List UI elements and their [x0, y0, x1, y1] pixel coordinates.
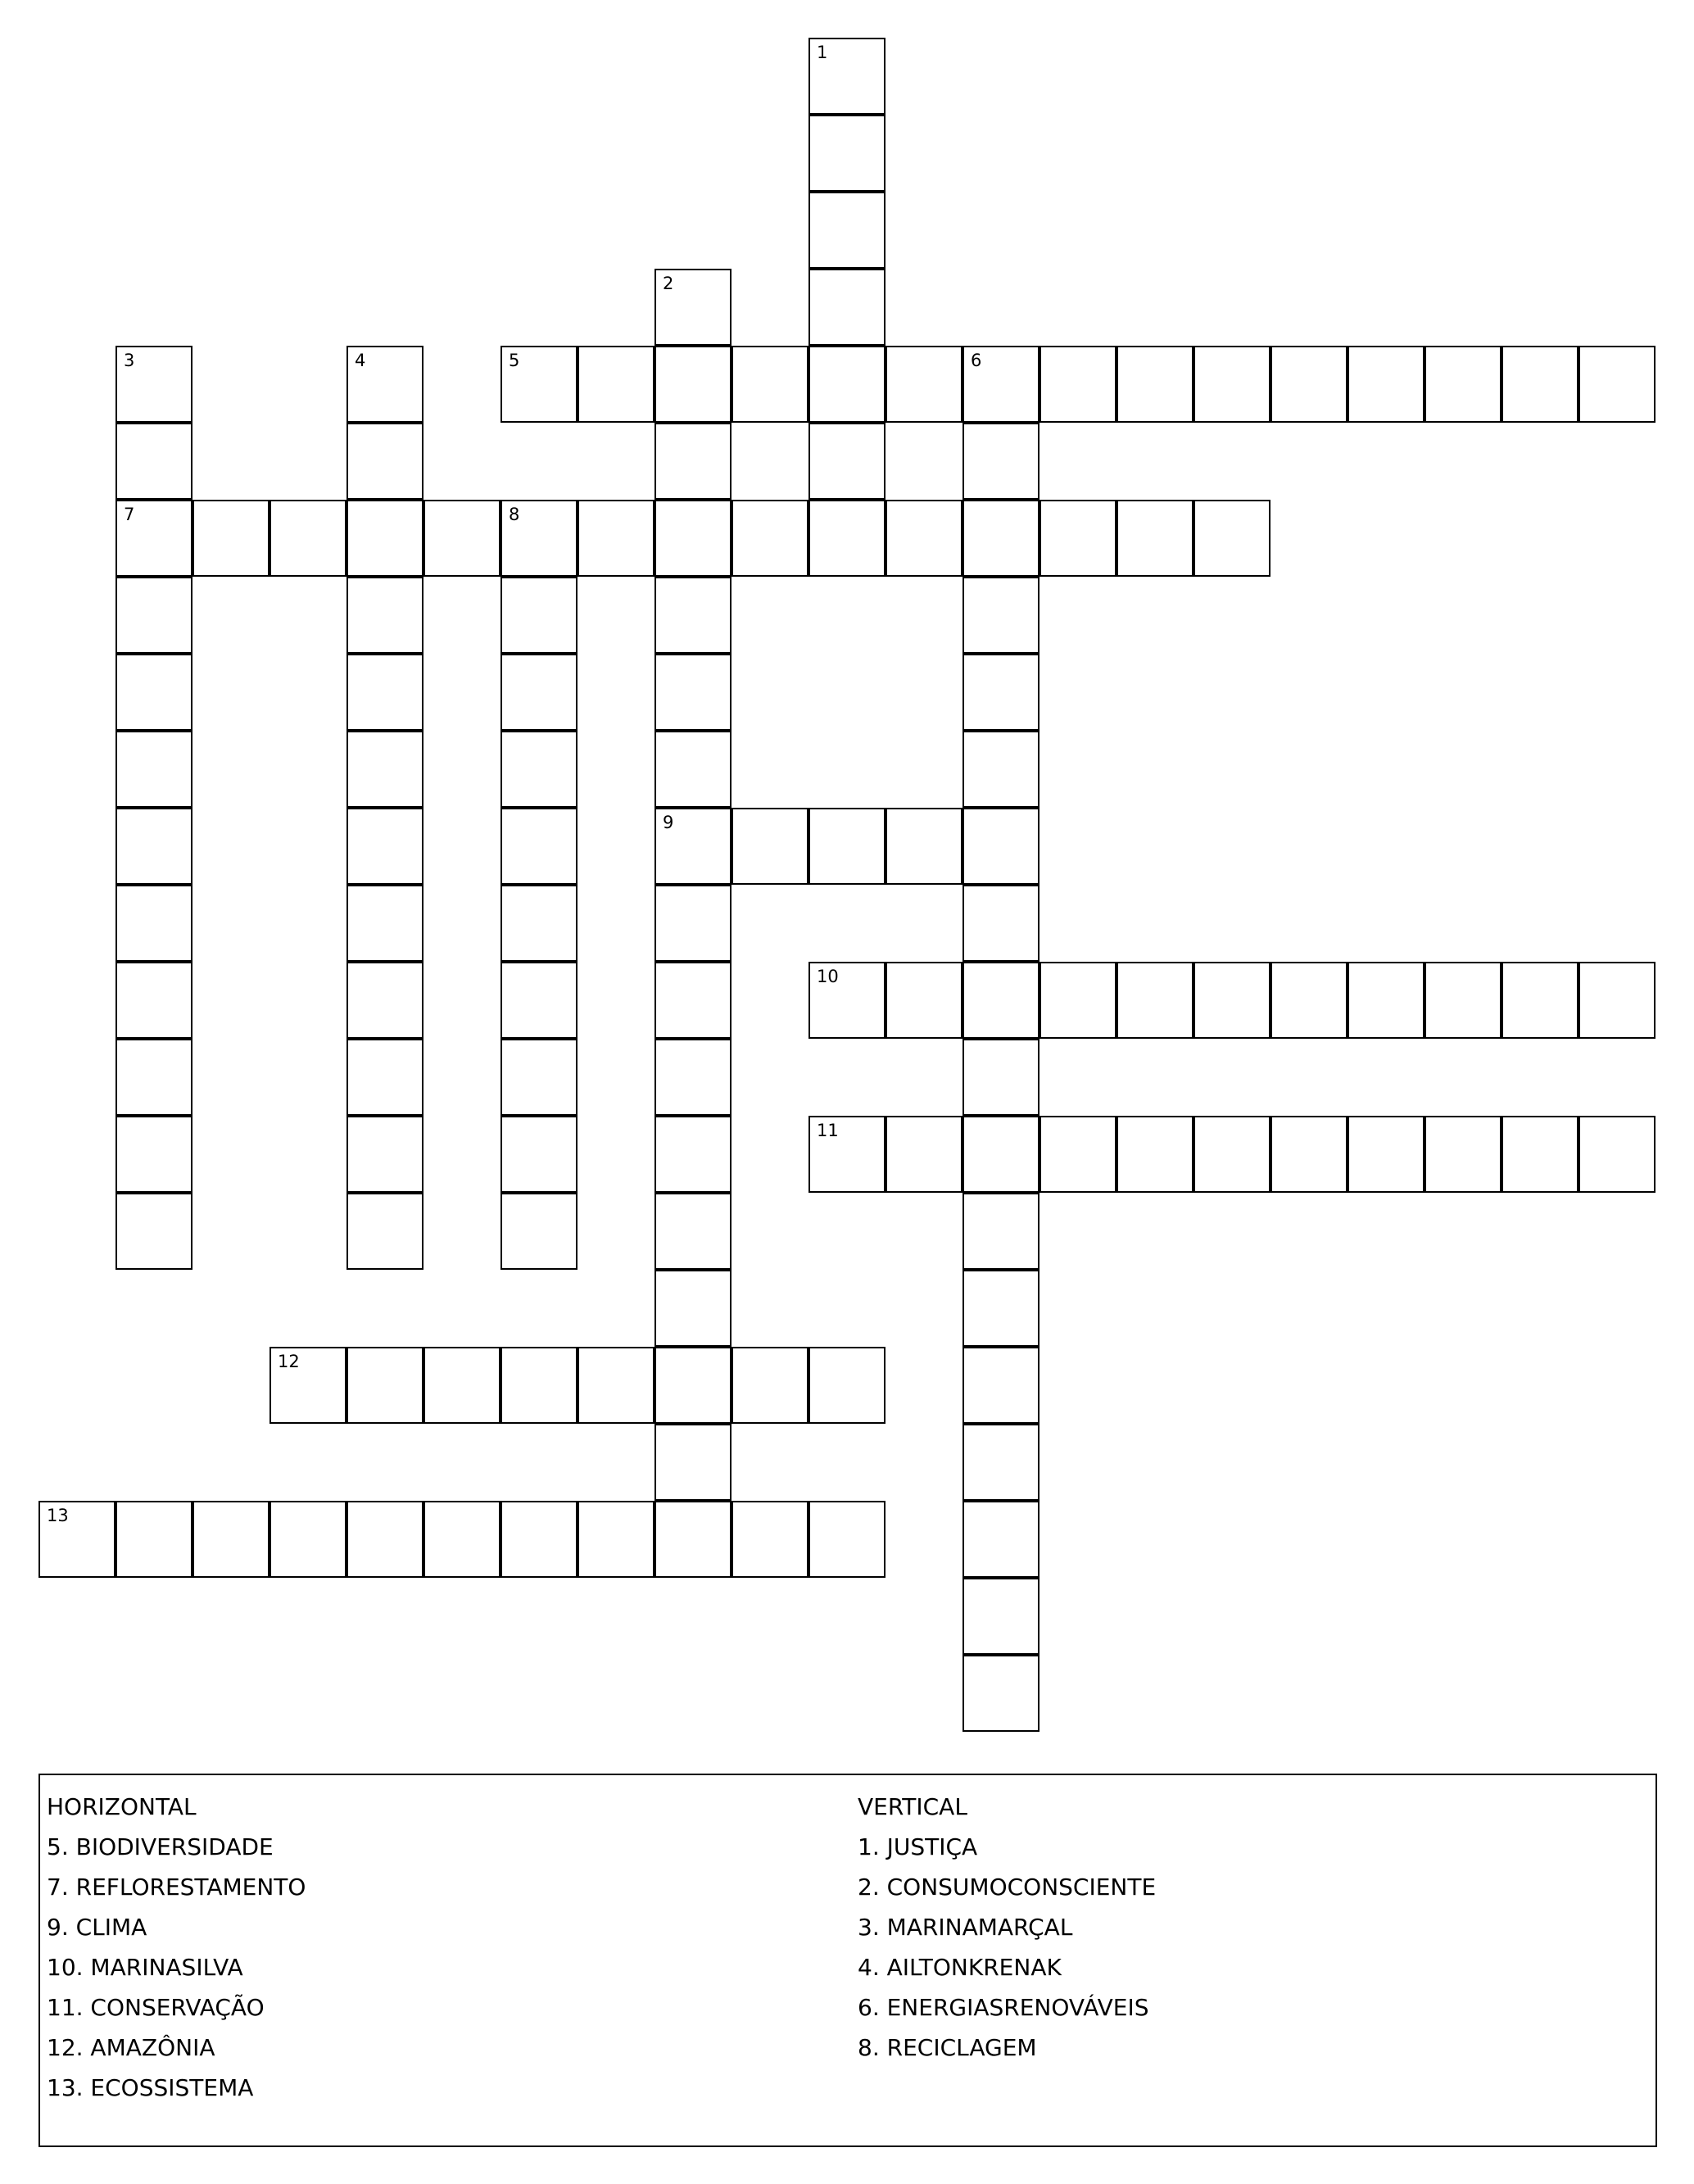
grid-cell[interactable] — [1194, 962, 1270, 1039]
grid-cell[interactable] — [346, 577, 424, 654]
grid-cell[interactable] — [346, 1116, 424, 1193]
grid-cell[interactable] — [116, 654, 192, 731]
grid-cell[interactable] — [500, 1501, 578, 1578]
grid-cell[interactable] — [732, 1347, 808, 1424]
horizontal-heading: HORIZONTAL — [47, 1793, 197, 1820]
grid-cell[interactable] — [962, 423, 1040, 500]
clue-number: 13 — [47, 1506, 69, 1525]
grid-cell[interactable] — [346, 500, 424, 577]
grid-cell[interactable] — [654, 731, 732, 808]
grid-cell[interactable] — [578, 500, 654, 577]
grid-cell[interactable] — [654, 962, 732, 1039]
clue-number: 5 — [509, 351, 520, 370]
grid-cell[interactable] — [192, 1501, 270, 1578]
grid-cell[interactable] — [1424, 962, 1502, 1039]
grid-cell[interactable] — [1578, 962, 1656, 1039]
clue-number: 9 — [663, 813, 674, 832]
grid-cell[interactable] — [116, 1116, 192, 1193]
grid-cell[interactable] — [654, 346, 732, 423]
clue-number: 4 — [355, 351, 366, 370]
grid-cell[interactable] — [654, 1193, 732, 1270]
grid-cell[interactable] — [116, 577, 192, 654]
clue-across-10: 10. MARINASILVA — [47, 1954, 243, 1981]
grid-cell[interactable] — [808, 38, 886, 115]
grid-cell[interactable] — [654, 1501, 732, 1578]
grid-cell[interactable] — [654, 1116, 732, 1193]
grid-cell[interactable] — [962, 346, 1040, 423]
grid-cell[interactable] — [116, 500, 192, 577]
grid-cell[interactable] — [500, 731, 578, 808]
grid-cell[interactable] — [808, 115, 886, 192]
grid-cell[interactable] — [1040, 1116, 1116, 1193]
grid-cell[interactable] — [192, 500, 270, 577]
grid-cell[interactable] — [962, 1424, 1040, 1501]
grid-cell[interactable] — [1348, 962, 1424, 1039]
grid-cell[interactable] — [424, 1347, 500, 1424]
grid-cell[interactable] — [808, 1501, 886, 1578]
grid-cell[interactable] — [270, 1347, 346, 1424]
grid-cell[interactable] — [808, 1347, 886, 1424]
grid-cell[interactable] — [808, 1116, 886, 1193]
grid-cell[interactable] — [1116, 1116, 1194, 1193]
grid-cell[interactable] — [1502, 962, 1578, 1039]
grid-cell[interactable] — [500, 962, 578, 1039]
grid-cell[interactable] — [500, 1193, 578, 1270]
grid-cell[interactable] — [578, 1347, 654, 1424]
clue-number: 2 — [663, 274, 674, 293]
clue-number: 1 — [817, 43, 828, 62]
grid-cell[interactable] — [654, 1347, 732, 1424]
grid-cell[interactable] — [886, 1116, 962, 1193]
grid-cell[interactable] — [1040, 500, 1116, 577]
clue-number: 11 — [817, 1121, 839, 1140]
clue-number: 8 — [509, 505, 520, 524]
grid-cell[interactable] — [1194, 500, 1270, 577]
grid-cell[interactable] — [1270, 1116, 1348, 1193]
grid-cell[interactable] — [116, 346, 192, 423]
grid-cell[interactable] — [962, 1193, 1040, 1270]
grid-cell[interactable] — [732, 500, 808, 577]
grid-cell[interactable] — [808, 423, 886, 500]
clue-down-4: 4. AILTONKRENAK — [858, 1954, 1062, 1981]
clue-down-8: 8. RECICLAGEM — [858, 2034, 1037, 2061]
clue-number: 7 — [124, 505, 135, 524]
grid-cell[interactable] — [654, 269, 732, 346]
clue-number: 6 — [971, 351, 982, 370]
grid-cell[interactable] — [500, 1039, 578, 1116]
grid-cell[interactable] — [346, 1501, 424, 1578]
grid-cell[interactable] — [500, 577, 578, 654]
grid-cell[interactable] — [962, 654, 1040, 731]
grid-cell[interactable] — [808, 192, 886, 269]
clue-across-7: 7. REFLORESTAMENTO — [47, 1874, 306, 1901]
grid-cell[interactable] — [962, 577, 1040, 654]
grid-cell[interactable] — [346, 962, 424, 1039]
clue-number: 12 — [278, 1352, 300, 1371]
grid-cell[interactable] — [1040, 962, 1116, 1039]
clue-across-13: 13. ECOSSISTEMA — [47, 2074, 254, 2101]
grid-cell[interactable] — [654, 808, 732, 885]
grid-cell[interactable] — [654, 885, 732, 962]
grid-cell[interactable] — [1348, 346, 1424, 423]
grid-cell[interactable] — [1194, 346, 1270, 423]
grid-cell[interactable] — [962, 731, 1040, 808]
grid-cell[interactable] — [1040, 346, 1116, 423]
grid-cell[interactable] — [500, 1347, 578, 1424]
clue-across-11: 11. CONSERVAÇÃO — [47, 1994, 265, 2021]
grid-cell[interactable] — [346, 731, 424, 808]
grid-cell[interactable] — [424, 500, 500, 577]
grid-cell[interactable] — [962, 500, 1040, 577]
grid-cell[interactable] — [424, 1501, 500, 1578]
grid-cell[interactable] — [1116, 962, 1194, 1039]
grid-cell[interactable] — [654, 654, 732, 731]
grid-cell[interactable] — [346, 885, 424, 962]
grid-cell[interactable] — [116, 885, 192, 962]
grid-cell[interactable] — [1348, 1116, 1424, 1193]
grid-cell[interactable] — [654, 1424, 732, 1501]
grid-cell[interactable] — [962, 1039, 1040, 1116]
grid-cell[interactable] — [886, 962, 962, 1039]
grid-cell[interactable] — [346, 654, 424, 731]
grid-cell[interactable] — [1424, 346, 1502, 423]
grid-cell[interactable] — [116, 808, 192, 885]
grid-cell[interactable] — [270, 500, 346, 577]
clue-across-5: 5. BIODIVERSIDADE — [47, 1833, 274, 1860]
grid-cell[interactable] — [116, 423, 192, 500]
clue-down-3: 3. MARINAMARÇAL — [858, 1914, 1073, 1941]
grid-cell[interactable] — [500, 654, 578, 731]
grid-cell[interactable] — [500, 885, 578, 962]
grid-cell[interactable] — [654, 1270, 732, 1347]
grid-cell[interactable] — [962, 962, 1040, 1039]
clue-down-6: 6. ENERGIASRENOVÁVEIS — [858, 1994, 1149, 2021]
grid-cell[interactable] — [1502, 1116, 1578, 1193]
clue-number: 3 — [124, 351, 135, 370]
grid-cell[interactable] — [346, 1193, 424, 1270]
grid-cell[interactable] — [1578, 1116, 1656, 1193]
grid-cell[interactable] — [578, 346, 654, 423]
grid-cell[interactable] — [886, 346, 962, 423]
grid-cell[interactable] — [500, 808, 578, 885]
grid-cell[interactable] — [1270, 962, 1348, 1039]
grid-cell[interactable] — [962, 1116, 1040, 1193]
grid-cell[interactable] — [732, 808, 808, 885]
clue-number: 10 — [817, 967, 839, 986]
grid-cell[interactable] — [116, 1501, 192, 1578]
grid-cell[interactable] — [346, 346, 424, 423]
grid-cell[interactable] — [808, 500, 886, 577]
grid-cell[interactable] — [654, 577, 732, 654]
grid-cell[interactable] — [1116, 346, 1194, 423]
grid-cell[interactable] — [962, 1655, 1040, 1732]
grid-cell[interactable] — [500, 1116, 578, 1193]
grid-cell[interactable] — [500, 346, 578, 423]
grid-cell[interactable] — [270, 1501, 346, 1578]
grid-cell[interactable] — [116, 731, 192, 808]
grid-cell[interactable] — [116, 1039, 192, 1116]
clue-box — [38, 1774, 1657, 2147]
horizontal-clues — [47, 1787, 306, 2108]
clue-across-9: 9. CLIMA — [47, 1914, 147, 1941]
grid-cell[interactable] — [116, 962, 192, 1039]
grid-cell[interactable] — [962, 1578, 1040, 1655]
grid-cell[interactable] — [346, 1347, 424, 1424]
grid-cell[interactable] — [962, 808, 1040, 885]
grid-cell[interactable] — [1270, 346, 1348, 423]
grid-cell[interactable] — [116, 1193, 192, 1270]
grid-cell[interactable] — [38, 1501, 116, 1578]
grid-cell[interactable] — [1502, 346, 1578, 423]
grid-cell[interactable] — [1578, 346, 1656, 423]
grid-cell[interactable] — [654, 1039, 732, 1116]
grid-cell[interactable] — [808, 808, 886, 885]
grid-cell[interactable] — [962, 1347, 1040, 1424]
grid-cell[interactable] — [346, 808, 424, 885]
grid-cell[interactable] — [500, 500, 578, 577]
grid-cell[interactable] — [732, 1501, 808, 1578]
grid-cell[interactable] — [962, 1270, 1040, 1347]
grid-cell[interactable] — [886, 500, 962, 577]
vertical-heading: VERTICAL — [858, 1793, 967, 1820]
clue-down-1: 1. JUSTIÇA — [858, 1833, 978, 1860]
grid-cell[interactable] — [808, 346, 886, 423]
vertical-clues — [858, 1787, 1156, 2068]
grid-cell[interactable] — [346, 423, 424, 500]
grid-cell[interactable] — [962, 1501, 1040, 1578]
clue-down-2: 2. CONSUMOCONSCIENTE — [858, 1874, 1157, 1901]
grid-cell[interactable] — [886, 808, 962, 885]
grid-cell[interactable] — [962, 885, 1040, 962]
grid-cell[interactable] — [808, 269, 886, 346]
grid-cell[interactable] — [654, 500, 732, 577]
grid-cell[interactable] — [732, 346, 808, 423]
grid-cell[interactable] — [1116, 500, 1194, 577]
grid-cell[interactable] — [1194, 1116, 1270, 1193]
grid-cell[interactable] — [578, 1501, 654, 1578]
grid-cell[interactable] — [346, 1039, 424, 1116]
grid-cell[interactable] — [654, 423, 732, 500]
grid-cell[interactable] — [808, 962, 886, 1039]
grid-cell[interactable] — [1424, 1116, 1502, 1193]
clue-across-12: 12. AMAZÔNIA — [47, 2034, 215, 2061]
